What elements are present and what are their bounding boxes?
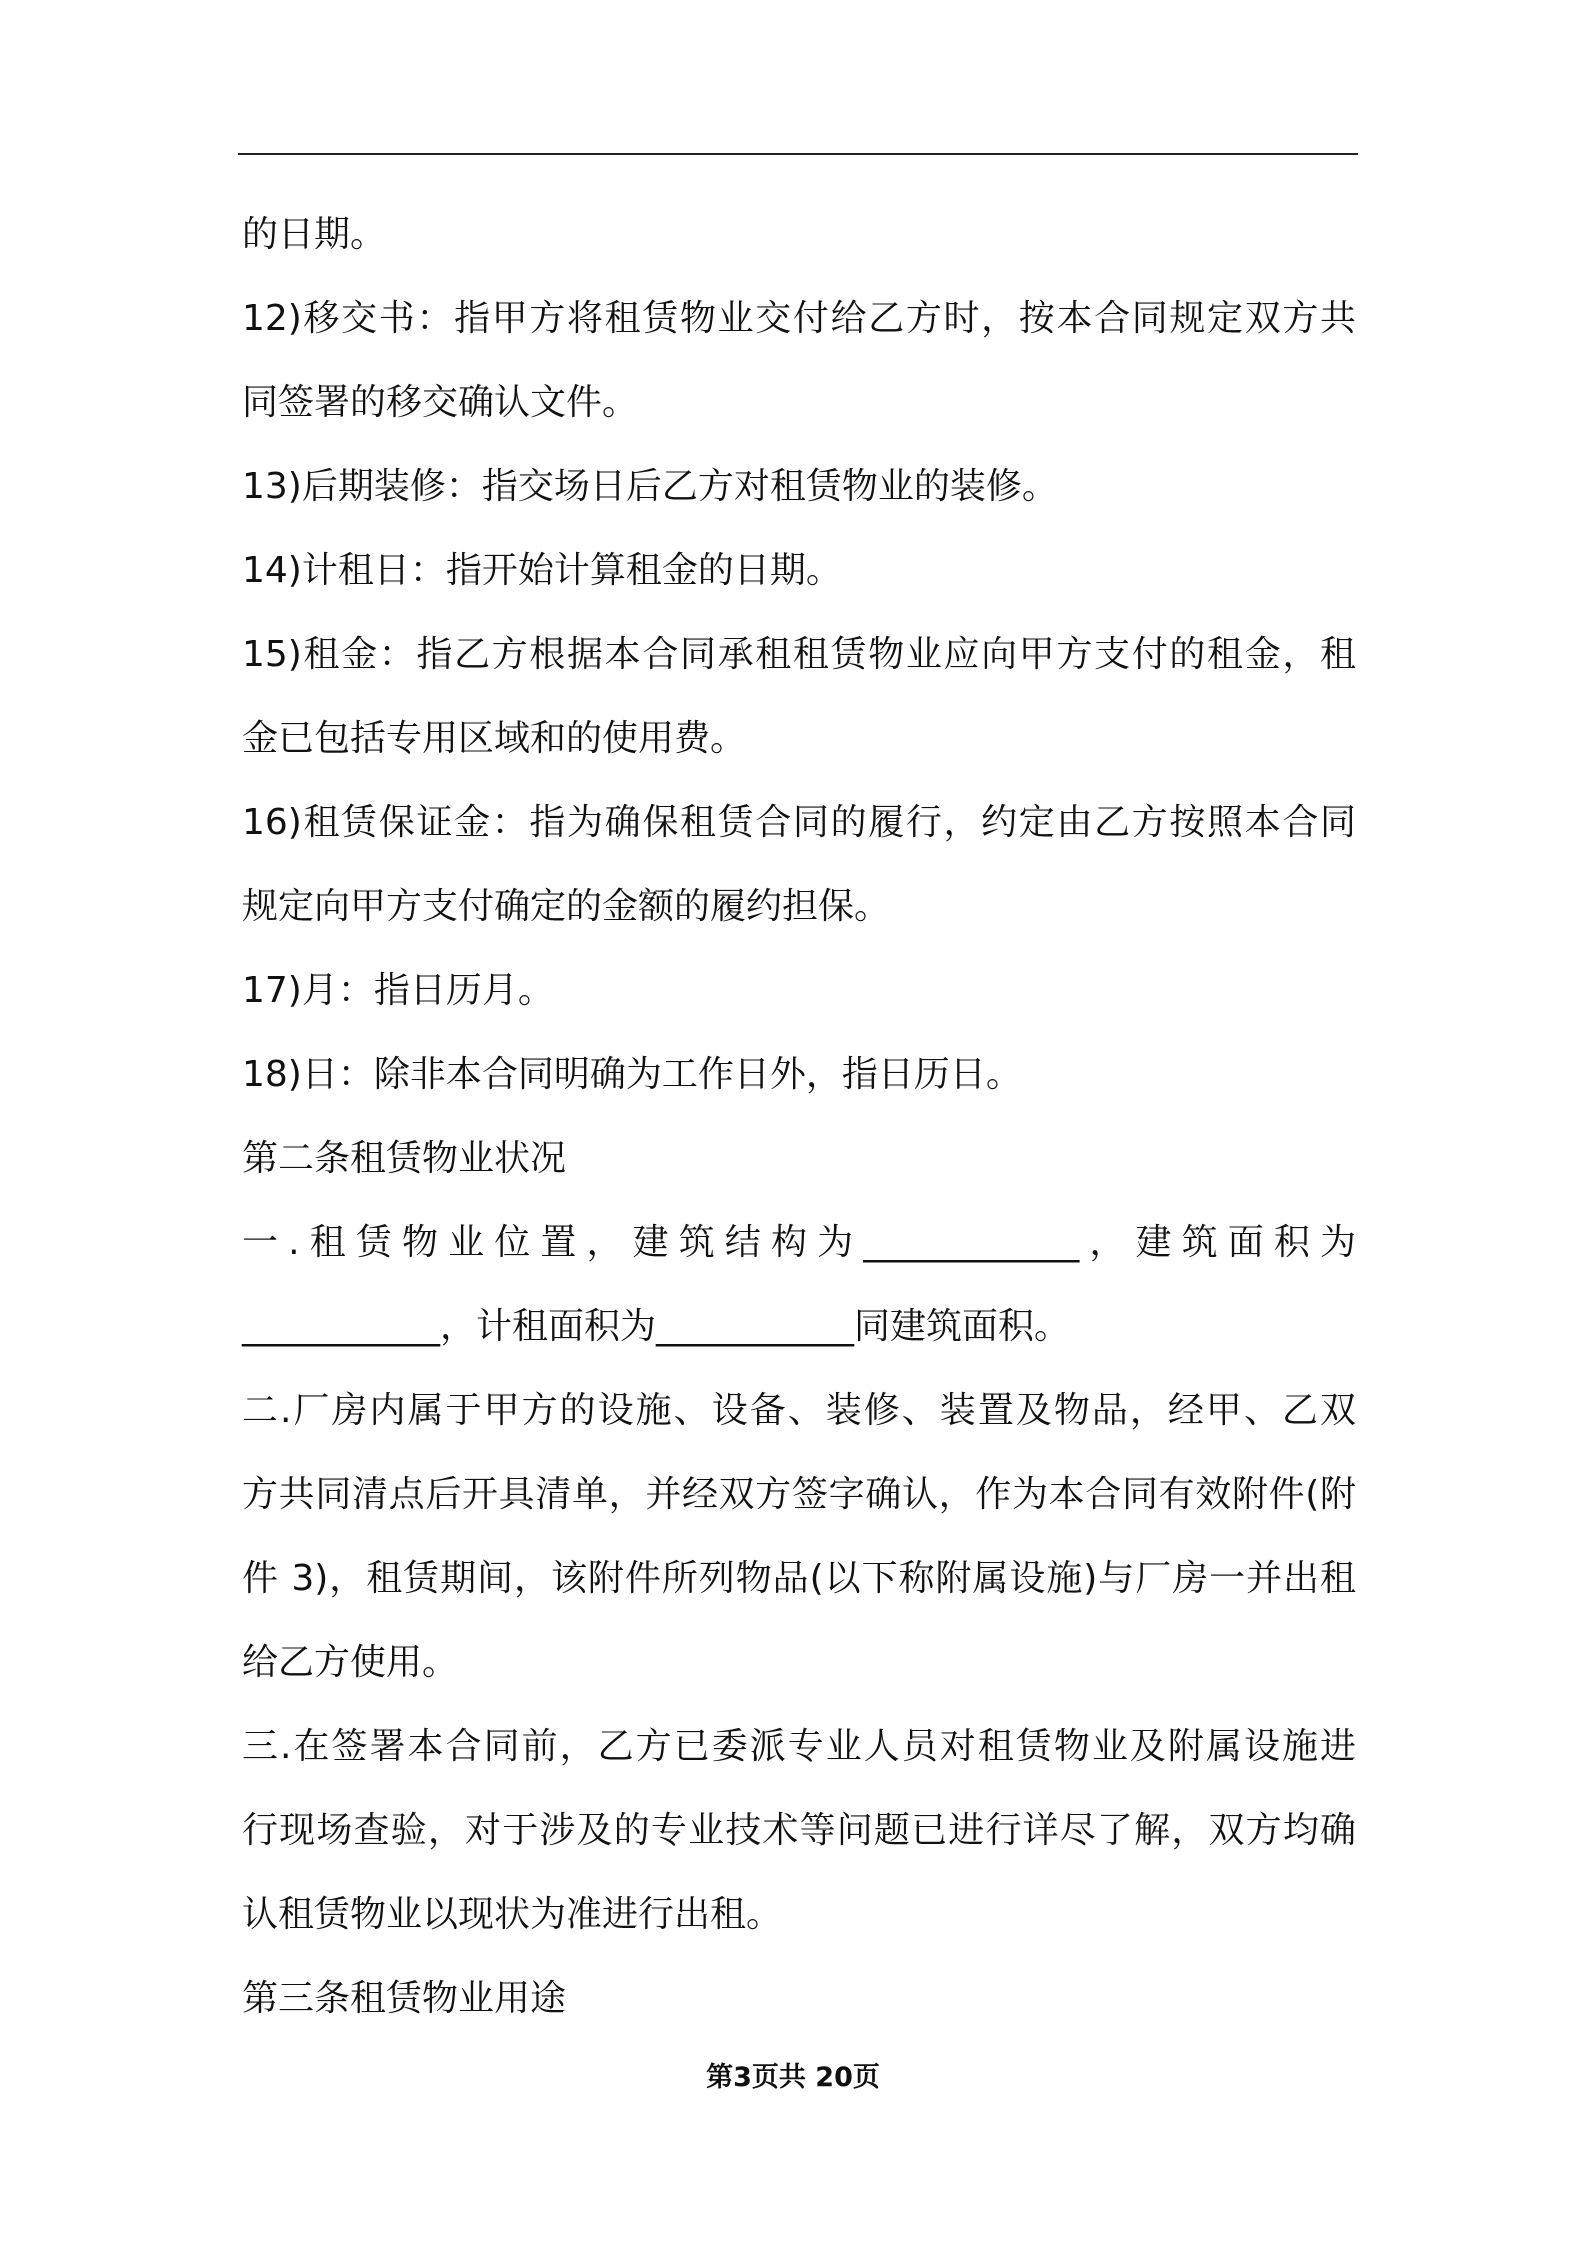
text-line-11: 18)日：除非本合同明确为工作日外，指日历日。	[242, 1054, 1022, 1095]
text-line-18: 给乙方使用。	[242, 1642, 459, 1683]
contract-body	[242, 193, 1356, 2041]
text-line-3: 同签署的移交确认文件。	[242, 382, 639, 423]
text-line-16: 方共同清点后开具清单，并经双方签字确认，作为本合同有效附件(附	[242, 1474, 1356, 1515]
text-line-20: 行现场查验，对于涉及的专业技术等问题已进行详尽了解，双方均确	[242, 1810, 1356, 1851]
text-line-4: 13)后期装修：指交场日后乙方对租赁物业的装修。	[242, 466, 1058, 507]
text-line-8: 16)租赁保证金：指为确保租赁合同的履行，约定由乙方按照本合同	[242, 802, 1356, 843]
text-line-15: 二.厂房内属于甲方的设施、设备、装修、装置及物品，经甲、乙双	[242, 1390, 1356, 1431]
header-rule	[238, 153, 1358, 155]
text-line-14: ___________，计租面积为___________同建筑面积。	[242, 1306, 1071, 1347]
text-line-17: 件 3)，租赁期间，该附件所列物品(以下称附属设施)与厂房一并出租	[242, 1558, 1356, 1599]
text-line-19: 三.在签署本合同前，乙方已委派专业人员对租赁物业及附属设施进	[242, 1726, 1356, 1767]
text-line-10: 17)月：指日历月。	[242, 970, 554, 1011]
section-heading-2: 第二条租赁物业状况	[242, 1138, 567, 1179]
text-line-9: 规定向甲方支付确定的金额的履约担保。	[242, 886, 891, 927]
text-line-13: 一.租赁物业位置，建筑结构为____________，建筑面积为	[242, 1222, 1356, 1263]
text-line-6: 15)租金：指乙方根据本合同承租租赁物业应向甲方支付的租金，租	[242, 634, 1356, 675]
section-heading-3: 第三条租赁物业用途	[242, 1978, 567, 2019]
text-line-21: 认租赁物业以现状为准进行出租。	[242, 1894, 783, 1935]
text-line-1: 的日期。	[242, 214, 387, 255]
text-line-2: 12)移交书：指甲方将租赁物业交付给乙方时，按本合同规定双方共	[242, 298, 1356, 339]
page-number-footer: 第3页共 20页	[706, 2062, 880, 2093]
text-line-5: 14)计租日：指开始计算租金的日期。	[242, 550, 842, 591]
text-line-7: 金已包括专用区域和的使用费。	[242, 718, 747, 759]
